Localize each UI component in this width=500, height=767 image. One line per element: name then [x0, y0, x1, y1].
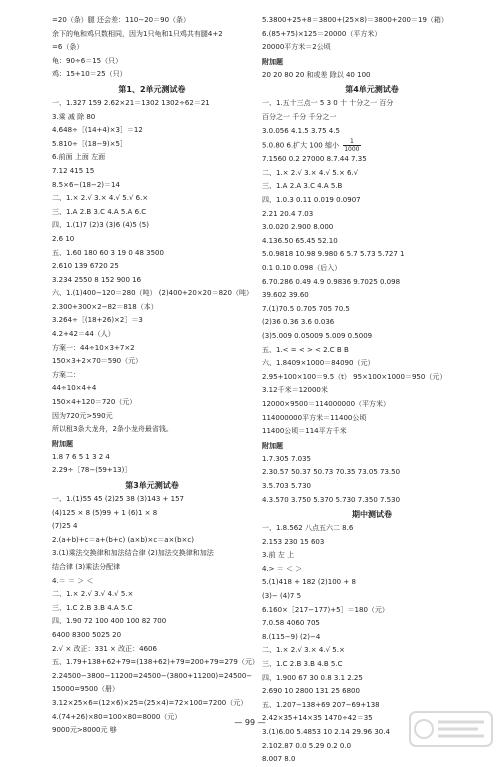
answer-line: 六、1.(1)400−120＝280（吨） (2)400+20×20＝820（吨）	[52, 289, 253, 298]
answer-line: 3.0.020 2.900 8.000	[262, 223, 334, 232]
answer-line: 因为720元>590元	[52, 411, 113, 420]
answer-text: 5.0.80 6.扩大 100 缩小	[262, 141, 339, 150]
answer-line: 四、1.90 72 100 400 100 82 700	[52, 617, 167, 626]
answer-line: 44÷10×4+4	[52, 384, 97, 393]
answer-line: 6.(85+75)×125＝20000（平方米）	[262, 29, 382, 38]
answer-line: 四、1.900 67 30 0.8 3.1 2.25	[262, 673, 363, 682]
fraction	[343, 138, 360, 153]
answer-line: 三、1.C 2.B 3.B 4.B 5.C	[262, 660, 343, 669]
answer-line: 4.136.50 65.45 52.10	[262, 236, 338, 245]
answer-line: 三、1.A 2.A 3.C 4.A 5.B	[262, 182, 343, 191]
answer-line: 四、1.(1)7 (2)3 (3)6 (4)5 (5)	[52, 221, 149, 230]
fraction-denominator: 1000	[344, 146, 360, 154]
answer-line: 6.前面 上面 左面	[52, 153, 106, 162]
answer-line: 150×3+2×70＝590（元）	[52, 357, 143, 366]
answer-line: 5.3800+25+8＝3800+(25×8)＝3800+200＝19（箱）	[262, 16, 448, 24]
answer-line: 鸡：15+10＝25（只）	[52, 70, 127, 79]
answer-line: 4.＝ ＝ ＞ ＜	[52, 576, 94, 585]
unit-1-2-test-title: 第1、2单元测试卷	[118, 84, 186, 94]
answer-line: 2.102.87 0.0 5.29 0.2 0.0	[262, 741, 352, 750]
answer-line: 三、1.C 2.B 3.B 4.A 5.C	[52, 603, 133, 612]
answer-line: 百分之一 千分 千分之一	[262, 112, 337, 121]
answer-line: 150×4+120＝720（元）	[52, 398, 137, 407]
answer-line: 龟：90÷6＝15（只）	[52, 56, 123, 65]
answer-line: (3)− (4)7 5	[262, 592, 302, 601]
bonus-section-title: 附加题	[262, 57, 283, 66]
answer-line: =6（条）	[52, 43, 84, 52]
unit-4-answers-part-a	[262, 97, 482, 124]
answer-line: 方案一：44÷10×3+7×2	[52, 343, 135, 352]
answer-line: 8.(115−9) (2)−4	[262, 632, 321, 641]
watermark-logo	[408, 708, 494, 750]
bonus-answers	[52, 451, 252, 478]
unit-2-continued-answers	[262, 14, 482, 55]
answer-line: 4.648÷［(14+4)×3］＝12	[52, 126, 143, 135]
answer-line: 1.8 7 6 5 1 3 2 4	[52, 452, 110, 461]
answer-line: 二、1.× 2.√ 3.× 4.√ 5.×	[262, 646, 345, 655]
answer-line: 7.0.58 4060 705	[262, 619, 320, 628]
answer-line: 2.42×35+14×35 1470÷42＝35	[262, 714, 373, 723]
answer-line: 结合律 (3)乘法分配律	[52, 562, 121, 571]
answer-line: 4.2+42＝44（人）	[52, 330, 115, 339]
turtle-chicken-answer	[52, 14, 252, 82]
answer-line: 2.(a+b)+c＝a+(b+c) (a×b)×c＝a×(b×c)	[52, 535, 194, 544]
answer-line: 五、1.79+138+62+79=(138+62)+79=200+79=279（元）	[52, 658, 259, 667]
answer-line: 2.610 139 6720 25	[52, 262, 119, 271]
answer-line: 5.0.9818 10.98 9.980 6 5.7 5.73 5.727 1	[262, 250, 405, 259]
unit-3-answers	[52, 493, 259, 738]
answer-line: (7)25 4	[52, 522, 78, 531]
answer-line: 8.007 8.0	[262, 755, 296, 764]
answer-line: 2.21 20.4 7.03	[262, 209, 314, 218]
answer-line: 6400 8300 5025 20	[52, 630, 122, 639]
answer-line: 一、1.327 159 2.62×21＝1302 1302÷62＝21	[52, 98, 210, 107]
answer-line: 5.810÷［(18−9)×5］	[52, 139, 127, 148]
answer-line: 余下的龟和鸡只数相同，因为1只龟和1只鸡共有腿4+2	[52, 29, 223, 38]
answer-line: 3.(1)6.00 5.4853 10 2.14 29.96 30.4	[262, 728, 390, 736]
answer-line: 2.30.57 50.37 50.73 70.35 73.05 73.50	[262, 468, 401, 477]
answer-line: 3.前 左 上	[262, 551, 295, 560]
page-number: — 99 —	[234, 718, 266, 727]
bonus-section-title: 附加题	[52, 439, 73, 448]
answer-line: 一、1.(1)55 45 (2)25 38 (3)143 + 157	[52, 495, 184, 503]
answer-line: 3.5.703 5.730	[262, 481, 311, 490]
answer-line: (3)5.009 0.05009 5.009 0.5009	[262, 331, 373, 340]
answer-line: 2.√ × 改正：331 × 改正：4606	[52, 644, 157, 653]
answer-line: 2.300+300×2−82＝818（本）	[52, 302, 158, 311]
left-column	[52, 14, 259, 738]
answer-line: (4)125 × 8 (5)99 + 1 (6)1 × 8	[52, 508, 158, 517]
bonus-answers	[262, 453, 482, 507]
answer-line: 11400公顷＝114平方千米	[262, 427, 347, 436]
answer-line: 20000平方米＝2公顷	[262, 43, 331, 52]
answer-line: 一、1.8.562 八点五六二 8.6	[262, 524, 354, 533]
answer-line: 1.7.305 7.035	[262, 454, 311, 463]
answer-line: 3.12千米＝12000米	[262, 386, 328, 395]
answer-line: 2.24500−3800−11200=24500−(3800+11200)=24500−	[52, 671, 253, 680]
answer-line-with-fraction	[262, 138, 482, 153]
answer-line: 五、1.60 180 60 3 19 0 48 3500	[52, 248, 164, 257]
answer-line: 3.0.056 4.1.5 3.75 4.5	[262, 126, 340, 135]
unit-4-answers-part-c	[262, 153, 482, 438]
answer-line: 3.乘 减 除 80	[52, 112, 96, 121]
answer-line: =20（条）腿 还会差：110−20＝90（条）	[52, 16, 191, 24]
answer-line: 7.12 415 15	[52, 166, 95, 175]
answer-line: 0.1 0.10 0.098（后入）	[262, 264, 342, 272]
answer-line: 2.690 10 2800 131 25 6800	[262, 687, 360, 696]
answer-line: 20 20 80 20 和或差 除以 40 100	[262, 70, 371, 79]
answer-line: 3.264÷［(18+26)×2］＝3	[52, 316, 143, 325]
answer-line: 六、1.8409×1000＝84090（元）	[262, 359, 375, 368]
answer-line: 一、1.五十三点一 5 3 0 十 十分之一 百分	[262, 99, 394, 108]
answer-line: 3.12×25×6=(12×6)×25=(25×4)=72×100=7200（元）	[52, 698, 248, 707]
right-column	[262, 14, 482, 767]
answer-line: 五、1.207−138+69 207−69+138	[262, 700, 380, 709]
answer-line: 所以租3条大龙舟，2条小龙舟最省钱。	[52, 425, 173, 434]
bonus-section-title: 附加题	[262, 441, 283, 450]
answer-line: 15000=9500（册）	[52, 685, 119, 694]
answer-line: 2.6 10	[52, 234, 75, 243]
answer-line: 三、1.A 2.B 3.C 4.A 5.A 6.C	[52, 207, 147, 216]
answer-line: 2.95+100×100＝9.5（t） 95×100×1000＝950（元）	[262, 372, 447, 381]
answer-line: 方案二：	[52, 370, 80, 379]
answer-line: 2.153 230 15 603	[262, 537, 325, 546]
answer-line: 2.29÷［78−(59+13)］	[52, 466, 132, 475]
answer-line: 6.70.286 0.49 4.9 0.9836 9.7025 0.098	[262, 277, 401, 286]
answer-line: 二、1.× 2.√ 3.× 4.√ 5.√ 6.×	[52, 194, 149, 203]
answer-line: 二、1.× 2.√ 3.√ 4.√ 5.×	[52, 590, 134, 599]
answer-line: 4.> ＝ ＜ ＞	[262, 564, 303, 573]
answer-line: 9000元>8000元 够	[52, 726, 117, 735]
answer-line: (2)36 0.36 3.6 0.036	[262, 318, 335, 327]
answer-line: 6.160×［217−177)+5］＝180（元）	[262, 605, 389, 614]
answer-line: 5.(1)418 + 182 (2)100 + 8	[262, 578, 356, 587]
answer-line: 五、1.< = < > < 2.C B B	[262, 345, 349, 354]
answer-line: 39.602 39.60	[262, 291, 309, 300]
answer-line: 3.(1)乘法交换律和加法结合律 (2)加法交换律和加法	[52, 549, 214, 558]
unit-1-2-answers	[52, 97, 252, 437]
answer-line: 二、1.× 2.√ 3.× 4.√ 5.× 6.√	[262, 168, 359, 177]
answer-line: 7.(1)70.5 0.705 705 70.5	[262, 304, 350, 313]
answer-line: 3.234 2550 8 152 900 16	[52, 275, 142, 284]
unit-3-test-title: 第3单元测试卷	[125, 481, 179, 490]
midterm-test-title: 期中测试卷	[352, 510, 392, 520]
answer-line: 4.(74+26)×80=100×80=8000（元）	[52, 712, 182, 721]
answer-line: 114000000平方米＝11400公顷	[262, 413, 367, 422]
answer-line: 4.3.570 3.750 5.370 5.730 7.350 7.530	[262, 495, 401, 504]
fraction-numerator: 1	[343, 138, 360, 146]
unit-4-test-title: 第4单元测试卷	[345, 85, 399, 95]
answer-line: 8.5×6−(18−2)＝14	[52, 180, 120, 189]
answer-line: 7.1560 0.2 27000 8.7.44 7.35	[262, 155, 367, 164]
answer-line: 12000×9500＝114000000（平方米）	[262, 399, 391, 408]
answer-line: 四、1.0.3 0.11 0.019 0.0907	[262, 196, 361, 205]
